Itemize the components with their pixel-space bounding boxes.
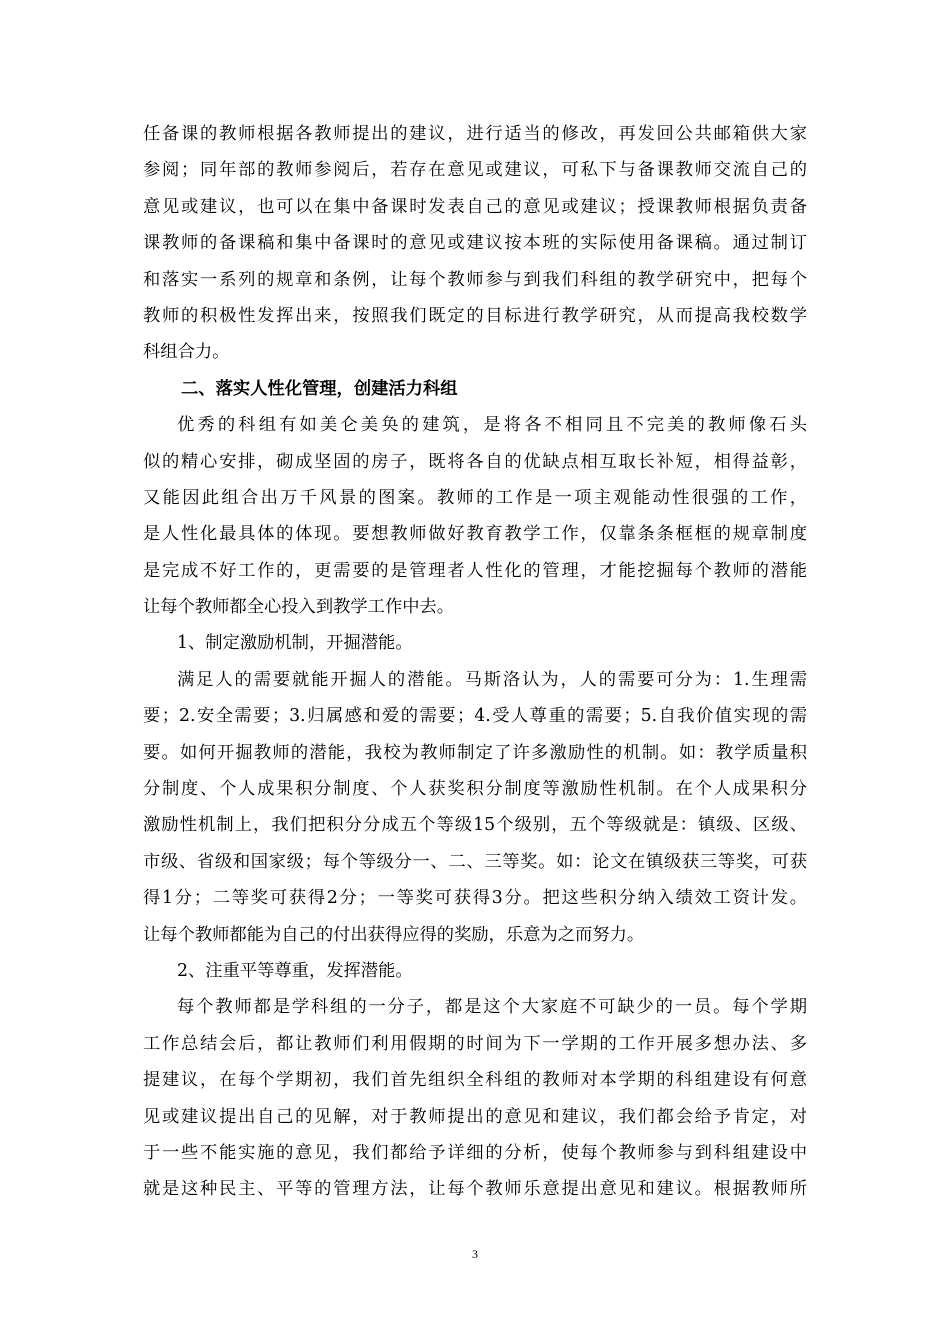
paragraph-line: 得1分；二等奖可获得2分；一等奖可获得3分。把这些积分纳入绩效工资计发。 <box>143 888 807 909</box>
paragraph-line: 意见或建议，也可以在集中备课时发表自己的意见或建议；授课教师根据负责备 <box>143 196 807 217</box>
page-number: 3 <box>472 1247 478 1261</box>
paragraph-first-line: 满足人的需要就能开掘人的潜能。马斯洛认为，人的需要可分为：1.生理需 <box>177 669 807 690</box>
paragraph-line: 任备课的教师根据各教师提出的建议，进行适当的修改，再发回公共邮箱供大家 <box>143 124 807 144</box>
paragraph-line: 工作总结会后，都让教师们利用假期的时间为下一学期的工作开展多想办法、多 <box>143 1033 807 1054</box>
paragraph-line: 科组合力。 <box>143 342 230 363</box>
subsection-heading: 2、注重平等尊重，发挥潜能。 <box>177 960 413 981</box>
paragraph-line: 是人性化最具体的体现。要想教师做好教育教学工作，仅靠条条框框的规章制度 <box>143 524 807 545</box>
paragraph-line: 于一些不能实施的意见，我们都给予详细的分析，使每个教师参与到科组建设中 <box>143 1142 807 1163</box>
paragraph-line: 教师的积极性发挥出来，按照我们既定的目标进行教学研究，从而提高我校数学 <box>143 305 807 326</box>
paragraph-line: 课教师的备课稿和集中备课时的意见或建议按本班的实际使用备课稿。通过制订 <box>143 233 807 254</box>
subsection-heading: 1、制定激励机制，开掘潜能。 <box>177 633 413 654</box>
paragraph-line: 让每个教师都能为自己的付出获得应得的奖励，乐意为之而努力。 <box>143 924 645 945</box>
paragraph-line: 又能因此组合出万千风景的图案。教师的工作是一项主观能动性很强的工作， <box>143 487 807 508</box>
paragraph-line: 要；2.安全需要；3.归属感和爱的需要；4.受人尊重的需要；5.自我价值实现的需 <box>143 706 807 727</box>
paragraph-line: 要。如何开掘教师的潜能，我校为教师制定了许多激励性的机制。如：教学质量积 <box>143 742 807 763</box>
paragraph-first-line: 优秀的科组有如美仑美奂的建筑，是将各不相同且不完美的教师像石头 <box>177 415 807 436</box>
paragraph-line: 和落实一系列的规章和条例，让每个教师参与到我们科组的教学研究中，把每个 <box>143 269 807 290</box>
paragraph-line: 分制度、个人成果积分制度、个人获奖积分制度等激励性机制。在个人成果积分 <box>143 779 807 800</box>
paragraph-line: 是完成不好工作的，更需要的是管理者人性化的管理，才能挖掘每个教师的潜能 <box>143 560 807 581</box>
paragraph-line: 似的精心安排，砌成坚固的房子，既将各自的优缺点相互取长补短，相得益彰， <box>143 451 807 472</box>
paragraph-line: 市级、省级和国家级；每个等级分一、二、三等奖。如：论文在镇级获三等奖，可获 <box>143 851 807 872</box>
paragraph-line: 提建议，在每个学期初，我们首先组织全科组的教师对本学期的科组建设有何意 <box>143 1070 807 1091</box>
paragraph-line: 激励性机制上，我们把积分分成五个等级15个级别，五个等级就是：镇级、区级、 <box>143 815 807 836</box>
paragraph-first-line: 每个教师都是学科组的一分子，都是这个大家庭不可缺少的一员。每个学期 <box>177 997 807 1018</box>
paragraph-line: 就是这种民主、平等的管理方法，让每个教师乐意提出意见和建议。根据教师所 <box>143 1179 807 1200</box>
paragraph-line: 参阅；同年部的教师参阅后，若存在意见或建议，可私下与备课教师交流自己的 <box>143 160 807 181</box>
section-heading: 二、落实人性化管理，创建活力科组 <box>181 378 458 399</box>
paragraph-line: 见或建议提出自己的见解，对于教师提出的意见和建议，我们都会给予肯定，对 <box>143 1106 807 1127</box>
body-text <box>143 116 807 1208</box>
paragraph-line: 让每个教师都全心投入到教学工作中去。 <box>143 597 455 618</box>
